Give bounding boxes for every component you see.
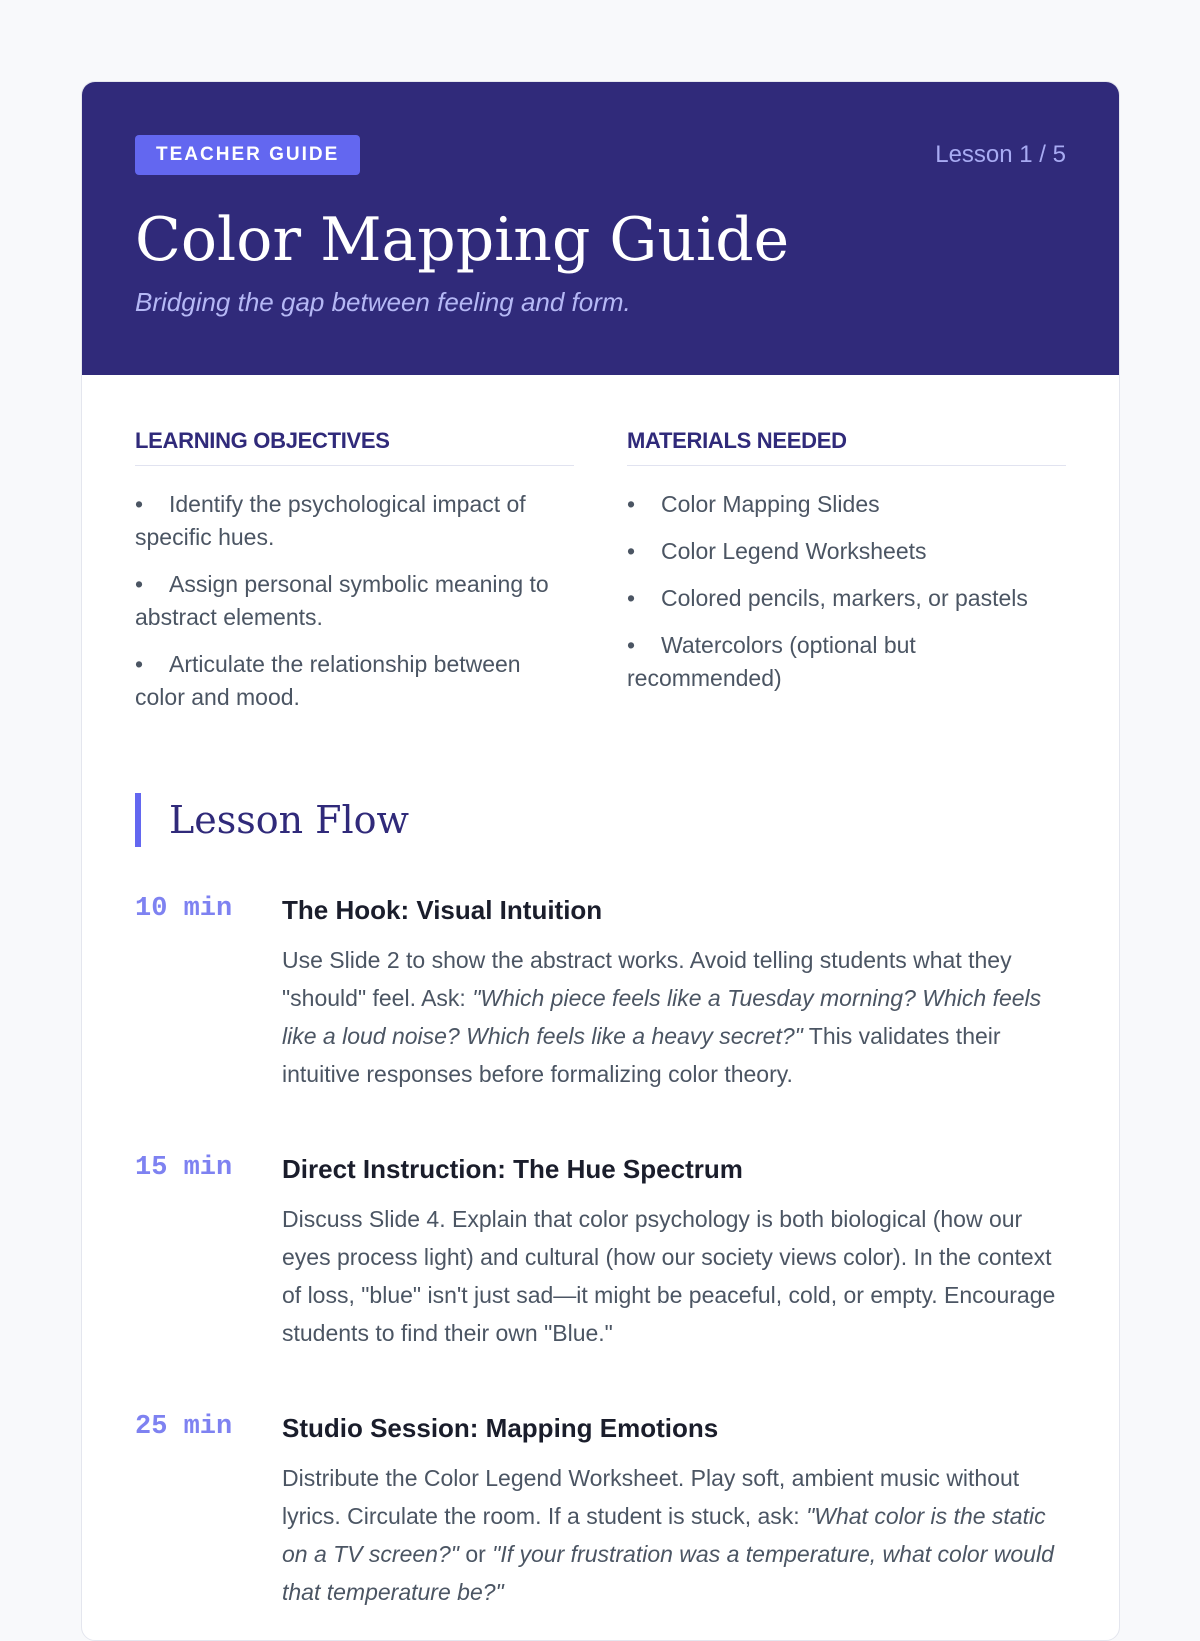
- material-item: [627, 488, 1066, 521]
- step-description: Discuss Slide 4. Explain that color psychology is both biological (how our eyes process light) and cultural (how our society views color). In the context of loss, "blue" isn't just sad—it might be peaceful, cold, or empty. Encourage students to find their own "Blue.": [282, 1206, 1056, 1346]
- step-text-part: or: [458, 1541, 493, 1567]
- guide-header: [82, 82, 1119, 375]
- learning-objectives-heading: LEARNING OBJECTIVES: [135, 427, 574, 466]
- objective-text: Identify the psychological impact of specific hues.: [135, 491, 526, 550]
- step-title: Studio Session: Mapping Emotions: [282, 1413, 719, 1443]
- objective-item: [135, 648, 574, 714]
- step-quote: "Which piece feels like a Tuesday morning? Which feels like a loud noise? Which feels like a heavy secret?": [282, 985, 1042, 1049]
- material-item: [627, 582, 1066, 615]
- materials-needed-section: [627, 427, 1066, 709]
- learning-objectives-list: [135, 488, 574, 714]
- lesson-flow-heading: Lesson Flow: [135, 793, 409, 847]
- step-description: [282, 1459, 1068, 1611]
- objective-item: [135, 568, 574, 634]
- step-title: Direct Instruction: The Hue Spectrum: [282, 1154, 743, 1184]
- lesson-flow-steps: [135, 892, 1068, 1641]
- step-duration: 15 min: [135, 1153, 233, 1183]
- bullet-icon: •: [135, 651, 144, 677]
- material-text: Colored pencils, markers, or pastels: [661, 585, 1028, 611]
- step-duration: 25 min: [135, 1412, 233, 1442]
- page-subtitle: Bridging the gap between feeling and form.: [135, 287, 631, 317]
- step-body: [282, 1410, 1068, 1611]
- bullet-icon: •: [627, 632, 636, 658]
- material-text: Color Mapping Slides: [661, 491, 880, 517]
- material-text: Watercolors (optional but recommended): [627, 632, 916, 691]
- step-text-part: Use Slide 2 to show the abstract works. Avoid telling students what they "should" feel. Ask:: [282, 947, 1012, 1011]
- materials-needed-heading: MATERIALS NEEDED: [627, 427, 1066, 466]
- material-item: [627, 535, 1066, 568]
- teacher-guide-badge: TEACHER GUIDE: [135, 135, 360, 175]
- material-item: [627, 629, 1066, 695]
- bullet-icon: •: [627, 491, 636, 517]
- lesson-step: [135, 1410, 1068, 1641]
- step-body: [282, 1151, 1068, 1352]
- step-text-part: Distribute the Color Legend Worksheet. Play soft, ambient music without lyrics. Circulate the room. If a student is stuck, ask:: [282, 1465, 1020, 1529]
- bullet-icon: •: [135, 571, 144, 597]
- lesson-step: [135, 892, 1068, 1151]
- lesson-step: [135, 1151, 1068, 1410]
- step-body: [282, 892, 1068, 1093]
- step-text-part: This validates their intuitive responses before formalizing color theory.: [282, 1023, 1001, 1087]
- material-text: Color Legend Worksheets: [661, 538, 927, 564]
- step-description: [282, 941, 1068, 1093]
- bullet-icon: •: [627, 538, 636, 564]
- objective-item: [135, 488, 574, 554]
- learning-objectives-section: [135, 427, 574, 728]
- step-quote: "If your frustration was a temperature, what color would that temperature be?": [282, 1541, 1054, 1605]
- lesson-counter: Lesson 1 / 5: [935, 141, 1066, 168]
- step-duration: 10 min: [135, 894, 233, 924]
- objective-text: Articulate the relationship between color and mood.: [135, 651, 521, 710]
- teacher-guide-card: [81, 81, 1120, 1641]
- step-quote: "What color is the static on a TV screen?": [282, 1503, 1046, 1567]
- objective-text: Assign personal symbolic meaning to abstract elements.: [135, 571, 549, 630]
- step-title: The Hook: Visual Intuition: [282, 895, 603, 925]
- bullet-icon: •: [627, 585, 636, 611]
- bullet-icon: •: [135, 491, 144, 517]
- page-title: Color Mapping Guide: [135, 205, 790, 275]
- materials-needed-list: [627, 488, 1066, 695]
